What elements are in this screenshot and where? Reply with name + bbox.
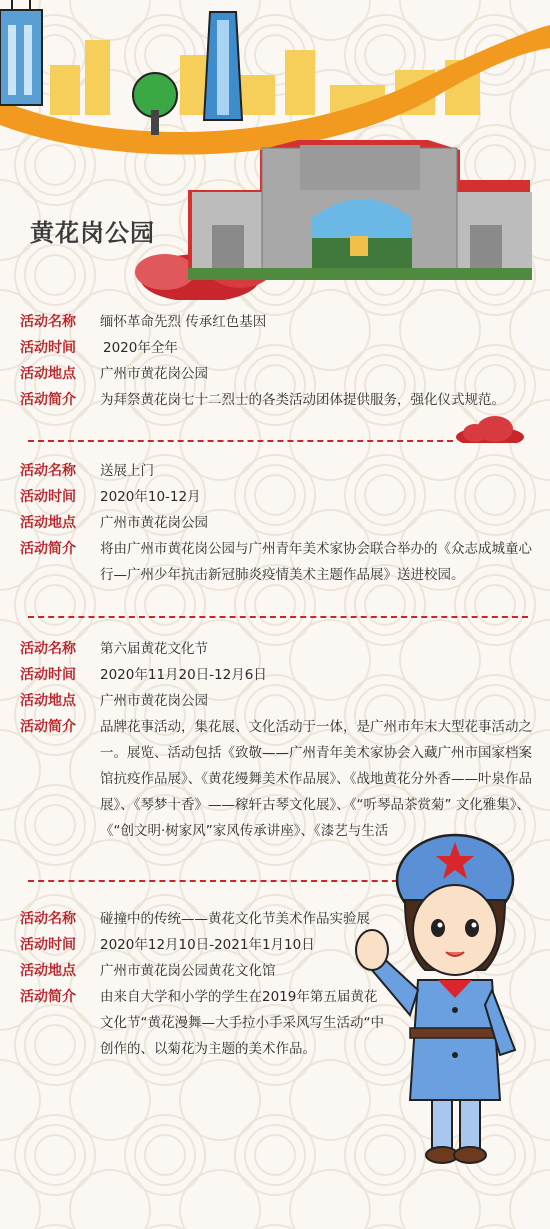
event-place-row [20,510,535,536]
event-place-label: 活动地点 [20,693,76,709]
event-time-value: 2020年11月20日-12月6日 [100,667,267,683]
event-place-value: 广州市黄花岗公园 [100,366,208,382]
event-section-2 [20,458,535,588]
event-time-value: 2020年12月10日-2021年1月10日 [100,937,315,953]
event-intro-label: 活动简介 [20,392,76,408]
event-place-row [20,361,535,387]
event-name-row [20,458,535,484]
event-place-value: 广州市黄花岗公园黄花文化馆 [100,963,276,979]
event-place-value: 广州市黄花岗公园 [100,515,208,531]
event-section-1 [20,309,535,413]
event-time-row [20,335,535,361]
tree-icon [133,73,177,135]
event-time-label: 活动时间 [20,937,76,953]
event-place-label: 活动地点 [20,963,76,979]
event-intro-label: 活动简介 [20,541,76,557]
event-place-value: 广州市黄花岗公园 [100,693,208,709]
red-cloud-right [455,415,525,443]
event-time-label: 活动时间 [20,667,76,683]
event-section-3 [20,636,535,844]
event-name-row [20,636,535,662]
memorial-gate-illustration [188,140,532,280]
section-divider [28,616,528,618]
event-intro-label: 活动简介 [20,989,76,1005]
event-place-label: 活动地点 [20,366,76,382]
event-name-value: 缅怀革命先烈 传承红色基因 [100,314,267,330]
event-name-label: 活动名称 [20,641,76,657]
header-illustration [0,0,550,300]
event-intro-row [20,536,535,588]
page-title: 黄花岗公园 [30,219,155,247]
event-intro-label: 活动简介 [20,719,76,735]
event-name-label: 活动名称 [20,463,76,479]
event-name-value: 送展上门 [100,463,154,479]
event-place-row [20,688,535,714]
event-name-row [20,309,535,335]
event-name-label: 活动名称 [20,911,76,927]
blue-tower [204,12,242,120]
blue-building-left [0,0,42,105]
section-divider [28,440,453,442]
red-army-girl-mascot [350,820,540,1175]
event-intro-value: 品牌花事活动，集花展、文化活动于一体，是广州市年末大型花事活动之一。展览、活动包括《致敬——广州青年美术家协会入藏广州市国家档案馆抗疫作品展》、《黄花缦舞美术作品展》、《战地黄花分外香——叶泉作品展》、《琴梦十香》——稼轩古琴文化展》、《“听琴品茶赏菊” 文化雅集》、《“创文明·树家风”家风传承讲座》、《漆艺与生活 [100,719,532,839]
event-time-value: 2020年10-12月 [100,489,201,505]
event-intro-row [20,387,535,413]
event-time-label: 活动时间 [20,489,76,505]
event-intro-value: 由来自大学和小学的学生在2019年第五届黄花文化节“黄花漫舞—大手拉小手采风写生活动“中创作的、以菊花为主题的美术作品。 [100,989,384,1057]
event-time-row [20,662,535,688]
event-intro-value: 为拜祭黄花岗七十二烈士的各类活动团体提供服务，强化仪式规范。 [100,392,505,408]
event-intro-value: 将由广州市黄花岗公园与广州青年美术家协会联合举办的《众志成城童心行—广州少年抗击新冠肺炎疫情美术主题作品展》送进校园。 [100,541,532,583]
event-place-label: 活动地点 [20,515,76,531]
event-time-label: 活动时间 [20,340,76,356]
event-name-value: 第六届黄花文化节 [100,641,208,657]
event-time-row [20,484,535,510]
event-name-value: 碰撞中的传统——黄花文化节美术作品实验展 [100,911,370,927]
event-name-label: 活动名称 [20,314,76,330]
event-time-value: 2020年全年 [103,340,178,356]
